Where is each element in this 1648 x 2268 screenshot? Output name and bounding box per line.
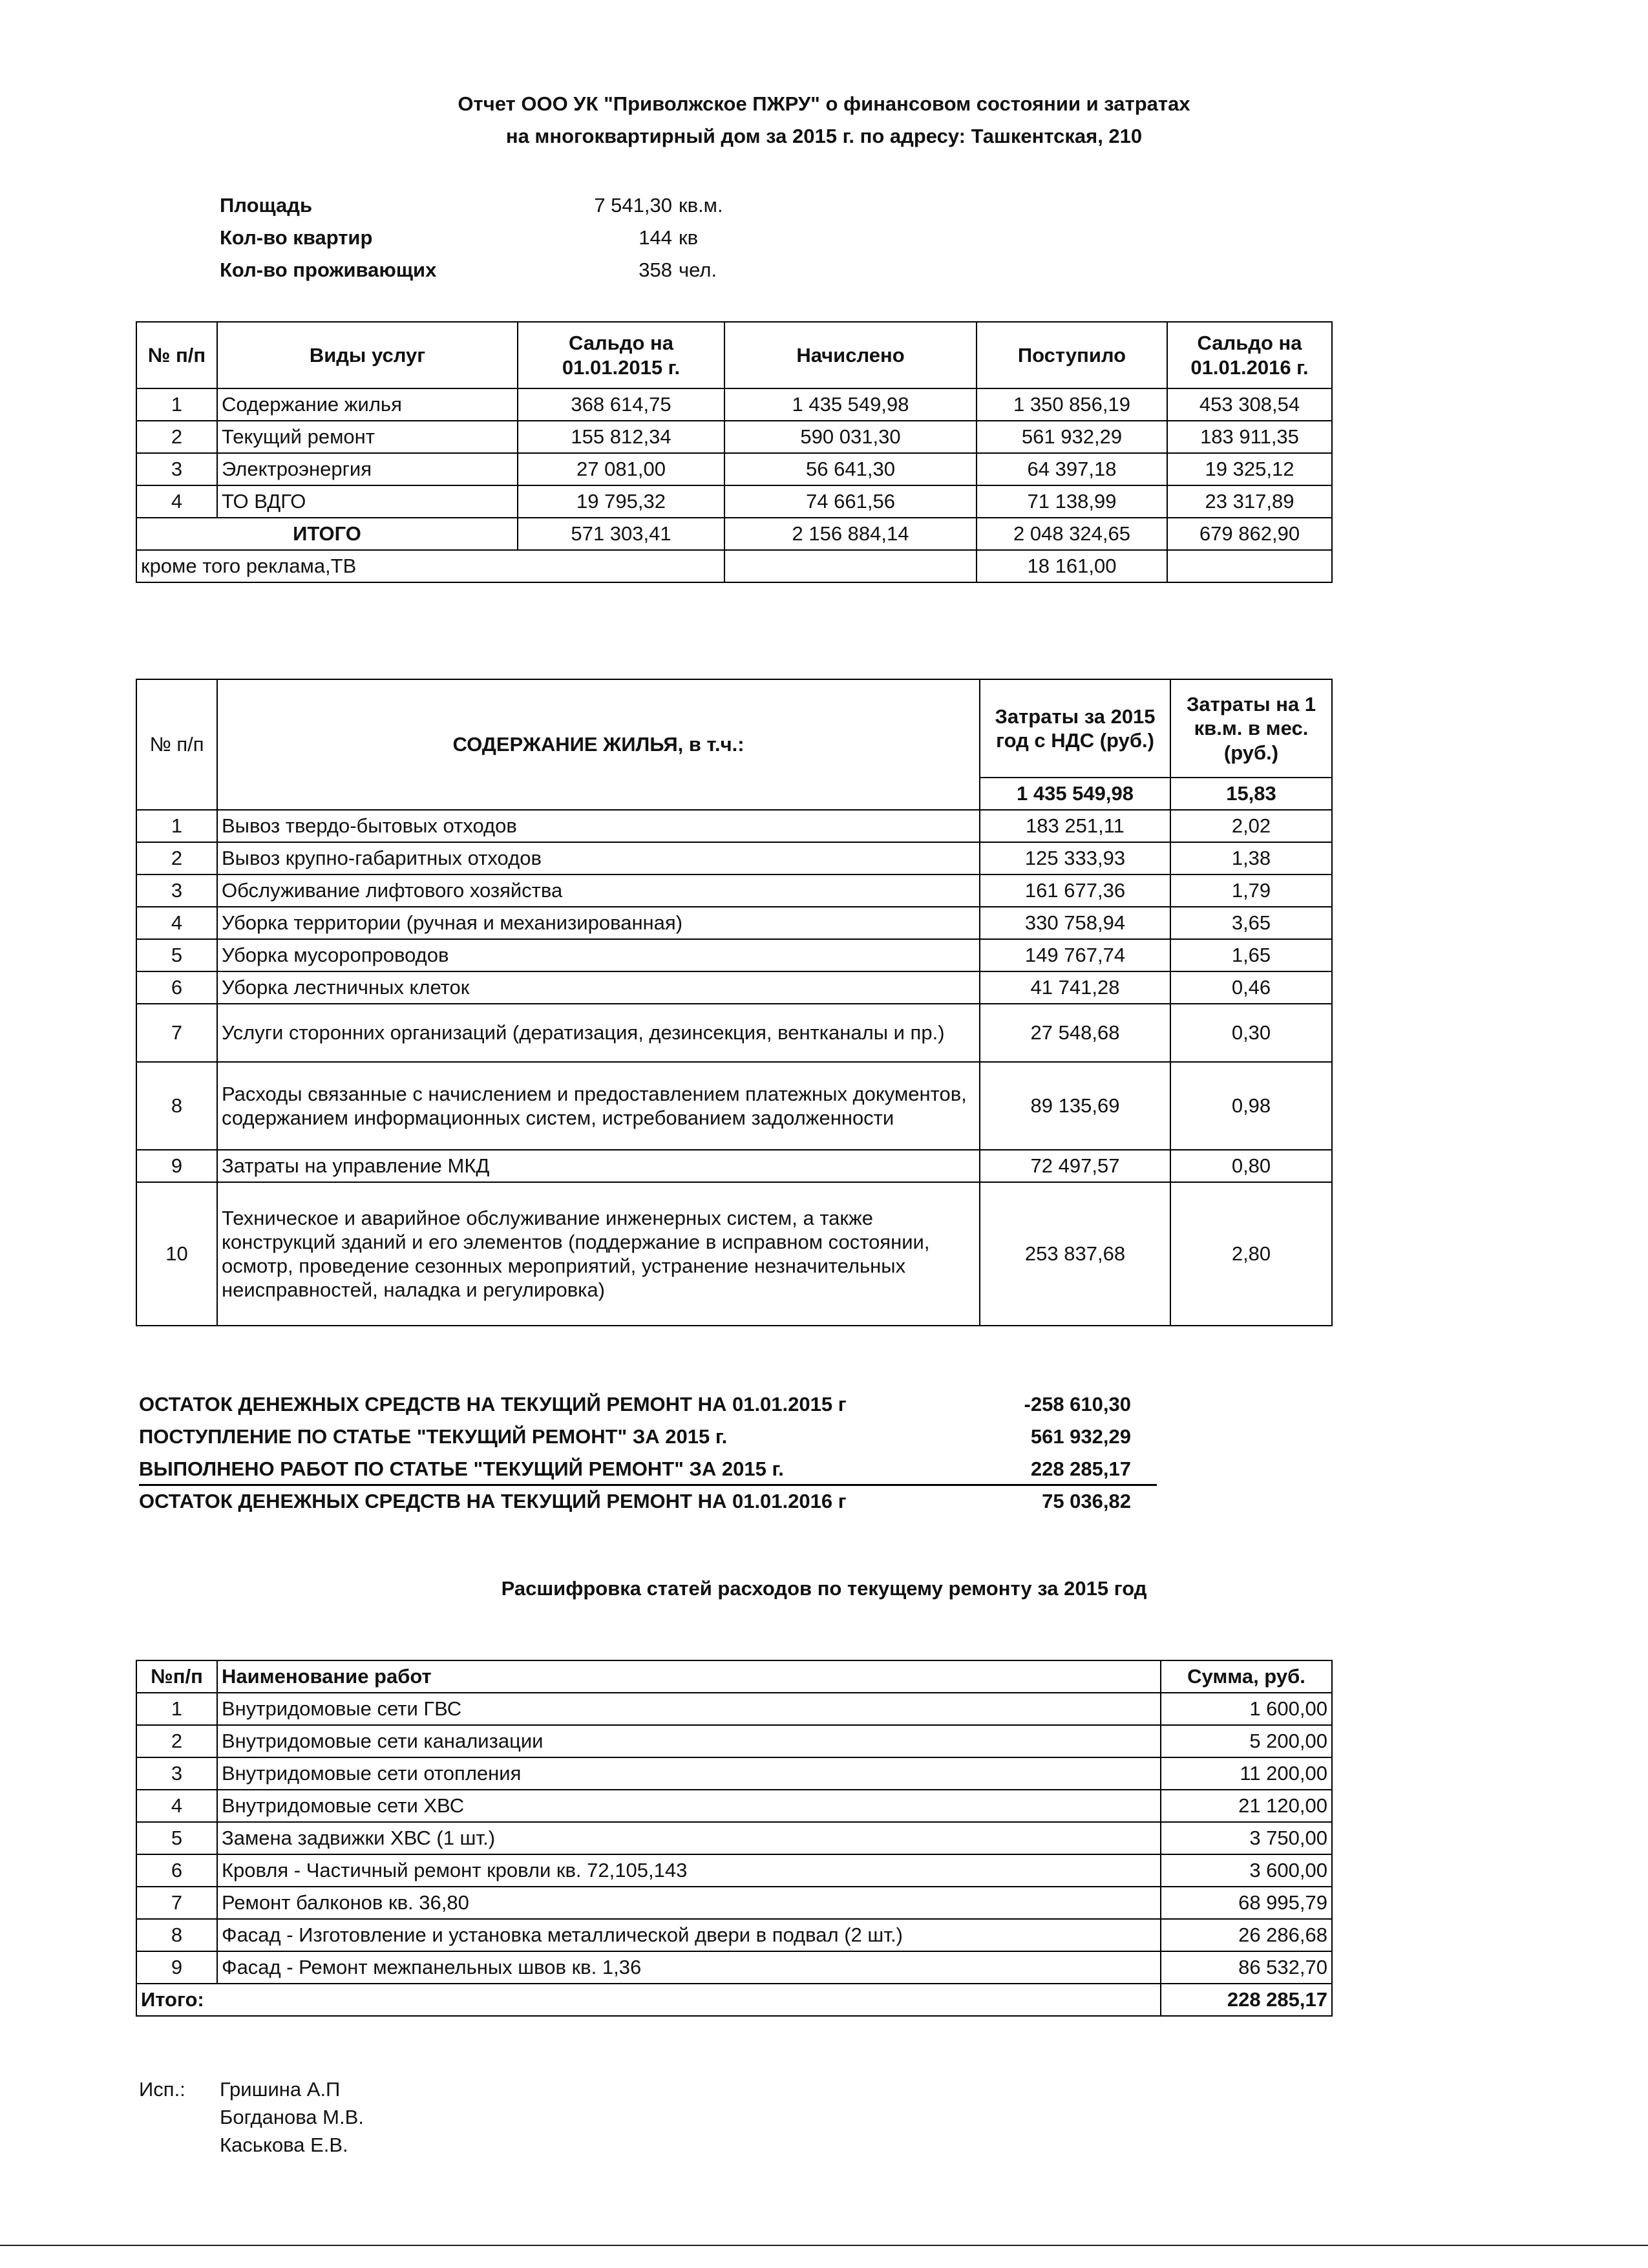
row-cost-year: 41 741,28 bbox=[980, 971, 1170, 1004]
table-row bbox=[136, 1725, 1332, 1757]
table-row bbox=[136, 907, 1332, 939]
row-number: 4 bbox=[136, 907, 217, 939]
row-item: Вывоз крупно-габаритных отходов bbox=[217, 842, 980, 874]
row-cost-sqm: 0,46 bbox=[1170, 971, 1332, 1004]
table-header-row bbox=[136, 679, 1332, 778]
row-cost-year: 72 497,57 bbox=[980, 1150, 1170, 1182]
row-amount: 26 286,68 bbox=[1161, 1919, 1332, 1951]
row-number: 3 bbox=[136, 1757, 217, 1790]
table-row bbox=[136, 1757, 1332, 1790]
total-balance-end: 679 862,90 bbox=[1167, 518, 1332, 550]
row-amount: 5 200,00 bbox=[1161, 1725, 1332, 1757]
col-charged-header: Начислено bbox=[724, 322, 977, 388]
total-cost-sqm: 15,83 bbox=[1170, 778, 1332, 810]
row-work-name: Фасад - Изготовление и установка металлической двери в подвал (2 шт.) bbox=[217, 1919, 1161, 1951]
residents-label: Кол-во проживающих bbox=[220, 259, 437, 281]
executors-label: Исп.: bbox=[139, 2078, 185, 2101]
row-item: Услуги сторонних организаций (дератизация, дезинсекция, вентканалы и пр.) bbox=[217, 1004, 980, 1062]
summary-label: ОСТАТОК ДЕНЕЖНЫХ СРЕДСТВ НА ТЕКУЩИЙ РЕМОНТ НА 01.01.2015 г bbox=[139, 1393, 847, 1415]
row-number: 2 bbox=[136, 842, 217, 874]
row-cost-year: 89 135,69 bbox=[980, 1062, 1170, 1150]
table-row bbox=[136, 453, 1332, 485]
summary-label: ПОСТУПЛЕНИЕ ПО СТАТЬЕ "ТЕКУЩИЙ РЕМОНТ" ЗА 2015 г. bbox=[139, 1425, 728, 1448]
row-received: 71 138,99 bbox=[977, 485, 1167, 518]
table-header-row bbox=[136, 1660, 1332, 1693]
row-number: 2 bbox=[136, 421, 217, 453]
row-number: 8 bbox=[136, 1062, 217, 1150]
row-number: 9 bbox=[136, 1150, 217, 1182]
row-item: Техническое и аварийное обслуживание инженерных систем, а также конструкций зданий и его элементов (поддержание в исправном состоянии, осмотр, проведение сезонных мероприятий, устранение незначительных неисправностей, наладка и регулировка) bbox=[217, 1182, 980, 1326]
table-row bbox=[136, 1004, 1332, 1062]
executor-name: Богданова М.В. bbox=[220, 2106, 364, 2128]
apartments-value: 144 bbox=[639, 226, 672, 249]
row-item: Вывоз твердо-бытовых отходов bbox=[217, 810, 980, 842]
extra-empty-cell bbox=[1167, 550, 1332, 582]
row-number: 5 bbox=[136, 939, 217, 971]
total-label: ИТОГО bbox=[136, 518, 518, 550]
row-cost-sqm: 0,98 bbox=[1170, 1062, 1332, 1150]
row-number: 1 bbox=[136, 388, 217, 421]
table-header-row bbox=[136, 322, 1332, 388]
table-row bbox=[136, 939, 1332, 971]
table-row bbox=[136, 874, 1332, 907]
repair-works-table bbox=[136, 1660, 1333, 2017]
row-amount: 1 600,00 bbox=[1161, 1693, 1332, 1725]
row-work-name: Фасад - Ремонт межпанельных швов кв. 1,36 bbox=[217, 1951, 1161, 1984]
col-balance-end-header: Сальдо на 01.01.2016 г. bbox=[1167, 322, 1332, 388]
table-row bbox=[136, 810, 1332, 842]
col-maintenance-header: СОДЕРЖАНИЕ ЖИЛЬЯ, в т.ч.: bbox=[217, 679, 980, 810]
table-row bbox=[136, 1887, 1332, 1919]
area-label: Площадь bbox=[220, 194, 313, 217]
summary-label: ОСТАТОК ДЕНЕЖНЫХ СРЕДСТВ НА ТЕКУЩИЙ РЕМОНТ НА 01.01.2016 г bbox=[139, 1490, 847, 1512]
executor-name: Каськова Е.В. bbox=[220, 2134, 348, 2156]
row-number: 10 bbox=[136, 1182, 217, 1326]
row-received: 64 397,18 bbox=[977, 453, 1167, 485]
extra-empty-cell bbox=[724, 550, 977, 582]
executor-name: Гришина А.П bbox=[220, 2078, 341, 2101]
summary-label: ВЫПОЛНЕНО РАБОТ ПО СТАТЬЕ "ТЕКУЩИЙ РЕМОНТ" ЗА 2015 г. bbox=[139, 1457, 784, 1480]
row-number: 1 bbox=[136, 810, 217, 842]
row-balance-end: 183 911,35 bbox=[1167, 421, 1332, 453]
row-cost-year: 183 251,11 bbox=[980, 810, 1170, 842]
table-row bbox=[136, 971, 1332, 1004]
row-item: Уборка территории (ручная и механизированная) bbox=[217, 907, 980, 939]
report-title-line1: Отчет ООО УК "Приволжское ПЖРУ" о финансовом состоянии и затратах bbox=[458, 92, 1190, 115]
row-cost-sqm: 3,65 bbox=[1170, 907, 1332, 939]
row-balance-end: 23 317,89 bbox=[1167, 485, 1332, 518]
row-charged: 56 641,30 bbox=[724, 453, 977, 485]
services-table bbox=[136, 321, 1333, 583]
total-charged: 2 156 884,14 bbox=[724, 518, 977, 550]
total-balance-start: 571 303,41 bbox=[518, 518, 724, 550]
total-cost-year: 1 435 549,98 bbox=[980, 778, 1170, 810]
row-work-name: Внутридомовые сети канализации bbox=[217, 1725, 1161, 1757]
table-row bbox=[136, 1822, 1332, 1854]
row-number: 4 bbox=[136, 485, 217, 518]
col-number-header: №п/п bbox=[136, 1660, 217, 1693]
col-number-header: № п/п bbox=[136, 322, 217, 388]
row-number: 1 bbox=[136, 1693, 217, 1725]
row-amount: 86 532,70 bbox=[1161, 1951, 1332, 1984]
row-work-name: Внутридомовые сети ГВС bbox=[217, 1693, 1161, 1725]
table-row bbox=[136, 1919, 1332, 1951]
row-charged: 590 031,30 bbox=[724, 421, 977, 453]
row-charged: 74 661,56 bbox=[724, 485, 977, 518]
row-cost-year: 125 333,93 bbox=[980, 842, 1170, 874]
row-item: Уборка мусоропроводов bbox=[217, 939, 980, 971]
row-balance-start: 155 812,34 bbox=[518, 421, 724, 453]
row-cost-sqm: 2,02 bbox=[1170, 810, 1332, 842]
summary-value: 228 285,17 bbox=[1030, 1457, 1131, 1480]
row-charged: 1 435 549,98 bbox=[724, 388, 977, 421]
table-row bbox=[136, 485, 1332, 518]
total-amount: 228 285,17 bbox=[1161, 1984, 1332, 2016]
row-cost-sqm: 1,65 bbox=[1170, 939, 1332, 971]
row-number: 8 bbox=[136, 1919, 217, 1951]
area-unit: кв.м. bbox=[679, 194, 723, 217]
area-value: 7 541,30 bbox=[594, 194, 672, 217]
col-received-header: Поступило bbox=[977, 322, 1167, 388]
summary-value: 75 036,82 bbox=[1042, 1490, 1131, 1512]
table-row bbox=[136, 1062, 1332, 1150]
section-title: Расшифровка статей расходов по текущему ремонту за 2015 год bbox=[501, 1577, 1147, 1600]
row-amount: 3 600,00 bbox=[1161, 1854, 1332, 1887]
total-row bbox=[136, 518, 1332, 550]
row-cost-sqm: 2,80 bbox=[1170, 1182, 1332, 1326]
extra-value: 18 161,00 bbox=[977, 550, 1167, 582]
row-cost-sqm: 0,30 bbox=[1170, 1004, 1332, 1062]
row-number: 6 bbox=[136, 1854, 217, 1887]
col-amount-header: Сумма, руб. bbox=[1161, 1660, 1332, 1693]
row-received: 561 932,29 bbox=[977, 421, 1167, 453]
row-cost-sqm: 0,80 bbox=[1170, 1150, 1332, 1182]
row-work-name: Кровля - Частичный ремонт кровли кв. 72,105,143 bbox=[217, 1854, 1161, 1887]
row-amount: 11 200,00 bbox=[1161, 1757, 1332, 1790]
table-row bbox=[136, 421, 1332, 453]
row-cost-year: 330 758,94 bbox=[980, 907, 1170, 939]
row-number: 7 bbox=[136, 1887, 217, 1919]
col-work-name-header: Наименование работ bbox=[217, 1660, 1161, 1693]
table-row bbox=[136, 842, 1332, 874]
table-row bbox=[136, 1854, 1332, 1887]
row-number: 9 bbox=[136, 1951, 217, 1984]
row-item: Затраты на управление МКД bbox=[217, 1150, 980, 1182]
row-number: 7 bbox=[136, 1004, 217, 1062]
total-received: 2 048 324,65 bbox=[977, 518, 1167, 550]
row-balance-end: 453 308,54 bbox=[1167, 388, 1332, 421]
col-service-header: Виды услуг bbox=[217, 322, 518, 388]
row-cost-year: 253 837,68 bbox=[980, 1182, 1170, 1326]
extra-row bbox=[136, 550, 1332, 582]
residents-unit: чел. bbox=[679, 259, 717, 281]
bottom-edge-line bbox=[0, 2245, 1648, 2246]
row-amount: 3 750,00 bbox=[1161, 1822, 1332, 1854]
table-row bbox=[136, 1790, 1332, 1822]
row-number: 3 bbox=[136, 453, 217, 485]
report-title-line2: на многоквартирный дом за 2015 г. по адресу: Ташкентская, 210 bbox=[505, 125, 1143, 147]
row-balance-start: 27 081,00 bbox=[518, 453, 724, 485]
table-row bbox=[136, 1150, 1332, 1182]
row-cost-year: 149 767,74 bbox=[980, 939, 1170, 971]
row-number: 4 bbox=[136, 1790, 217, 1822]
col-cost-sqm-header: Затраты на 1 кв.м. в мес. (руб.) bbox=[1170, 679, 1332, 778]
row-received: 1 350 856,19 bbox=[977, 388, 1167, 421]
table-row bbox=[136, 1693, 1332, 1725]
row-service: Текущий ремонт bbox=[217, 421, 518, 453]
col-balance-start-header: Сальдо на 01.01.2015 г. bbox=[518, 322, 724, 388]
extra-label: кроме того реклама,ТВ bbox=[136, 550, 724, 582]
row-amount: 21 120,00 bbox=[1161, 1790, 1332, 1822]
row-balance-end: 19 325,12 bbox=[1167, 453, 1332, 485]
row-work-name: Внутридомовые сети ХВС bbox=[217, 1790, 1161, 1822]
row-number: 6 bbox=[136, 971, 217, 1004]
table-row bbox=[136, 1951, 1332, 1984]
row-service: ТО ВДГО bbox=[217, 485, 518, 518]
summary-value: -258 610,30 bbox=[1024, 1393, 1131, 1415]
row-service: Содержание жилья bbox=[217, 388, 518, 421]
row-work-name: Внутридомовые сети отопления bbox=[217, 1757, 1161, 1790]
row-work-name: Замена задвижки ХВС (1 шт.) bbox=[217, 1822, 1161, 1854]
col-cost-year-header: Затраты за 2015 год с НДС (руб.) bbox=[980, 679, 1170, 778]
row-balance-start: 19 795,32 bbox=[518, 485, 724, 518]
maintenance-table bbox=[136, 679, 1333, 1326]
table-row bbox=[136, 388, 1332, 421]
row-number: 2 bbox=[136, 1725, 217, 1757]
row-item: Уборка лестничных клеток bbox=[217, 971, 980, 1004]
row-cost-year: 27 548,68 bbox=[980, 1004, 1170, 1062]
row-cost-sqm: 1,38 bbox=[1170, 842, 1332, 874]
col-number-header: № п/п bbox=[136, 679, 217, 810]
residents-value: 358 bbox=[639, 259, 672, 281]
row-amount: 68 995,79 bbox=[1161, 1887, 1332, 1919]
apartments-label: Кол-во квартир bbox=[220, 226, 373, 249]
row-cost-year: 161 677,36 bbox=[980, 874, 1170, 907]
row-item: Расходы связанные с начислением и предоставлением платежных документов, содержанием информационных систем, истребованием задолженности bbox=[217, 1062, 980, 1150]
row-number: 5 bbox=[136, 1822, 217, 1854]
row-work-name: Ремонт балконов кв. 36,80 bbox=[217, 1887, 1161, 1919]
total-row bbox=[136, 1984, 1332, 2016]
summary-value: 561 932,29 bbox=[1030, 1425, 1131, 1448]
row-number: 3 bbox=[136, 874, 217, 907]
row-balance-start: 368 614,75 bbox=[518, 388, 724, 421]
row-item: Обслуживание лифтового хозяйства bbox=[217, 874, 980, 907]
row-cost-sqm: 1,79 bbox=[1170, 874, 1332, 907]
table-row bbox=[136, 1182, 1332, 1326]
total-label: Итого: bbox=[136, 1984, 1161, 2016]
apartments-unit: кв bbox=[679, 226, 699, 249]
summary-divider bbox=[139, 1484, 1157, 1486]
row-service: Электроэнергия bbox=[217, 453, 518, 485]
